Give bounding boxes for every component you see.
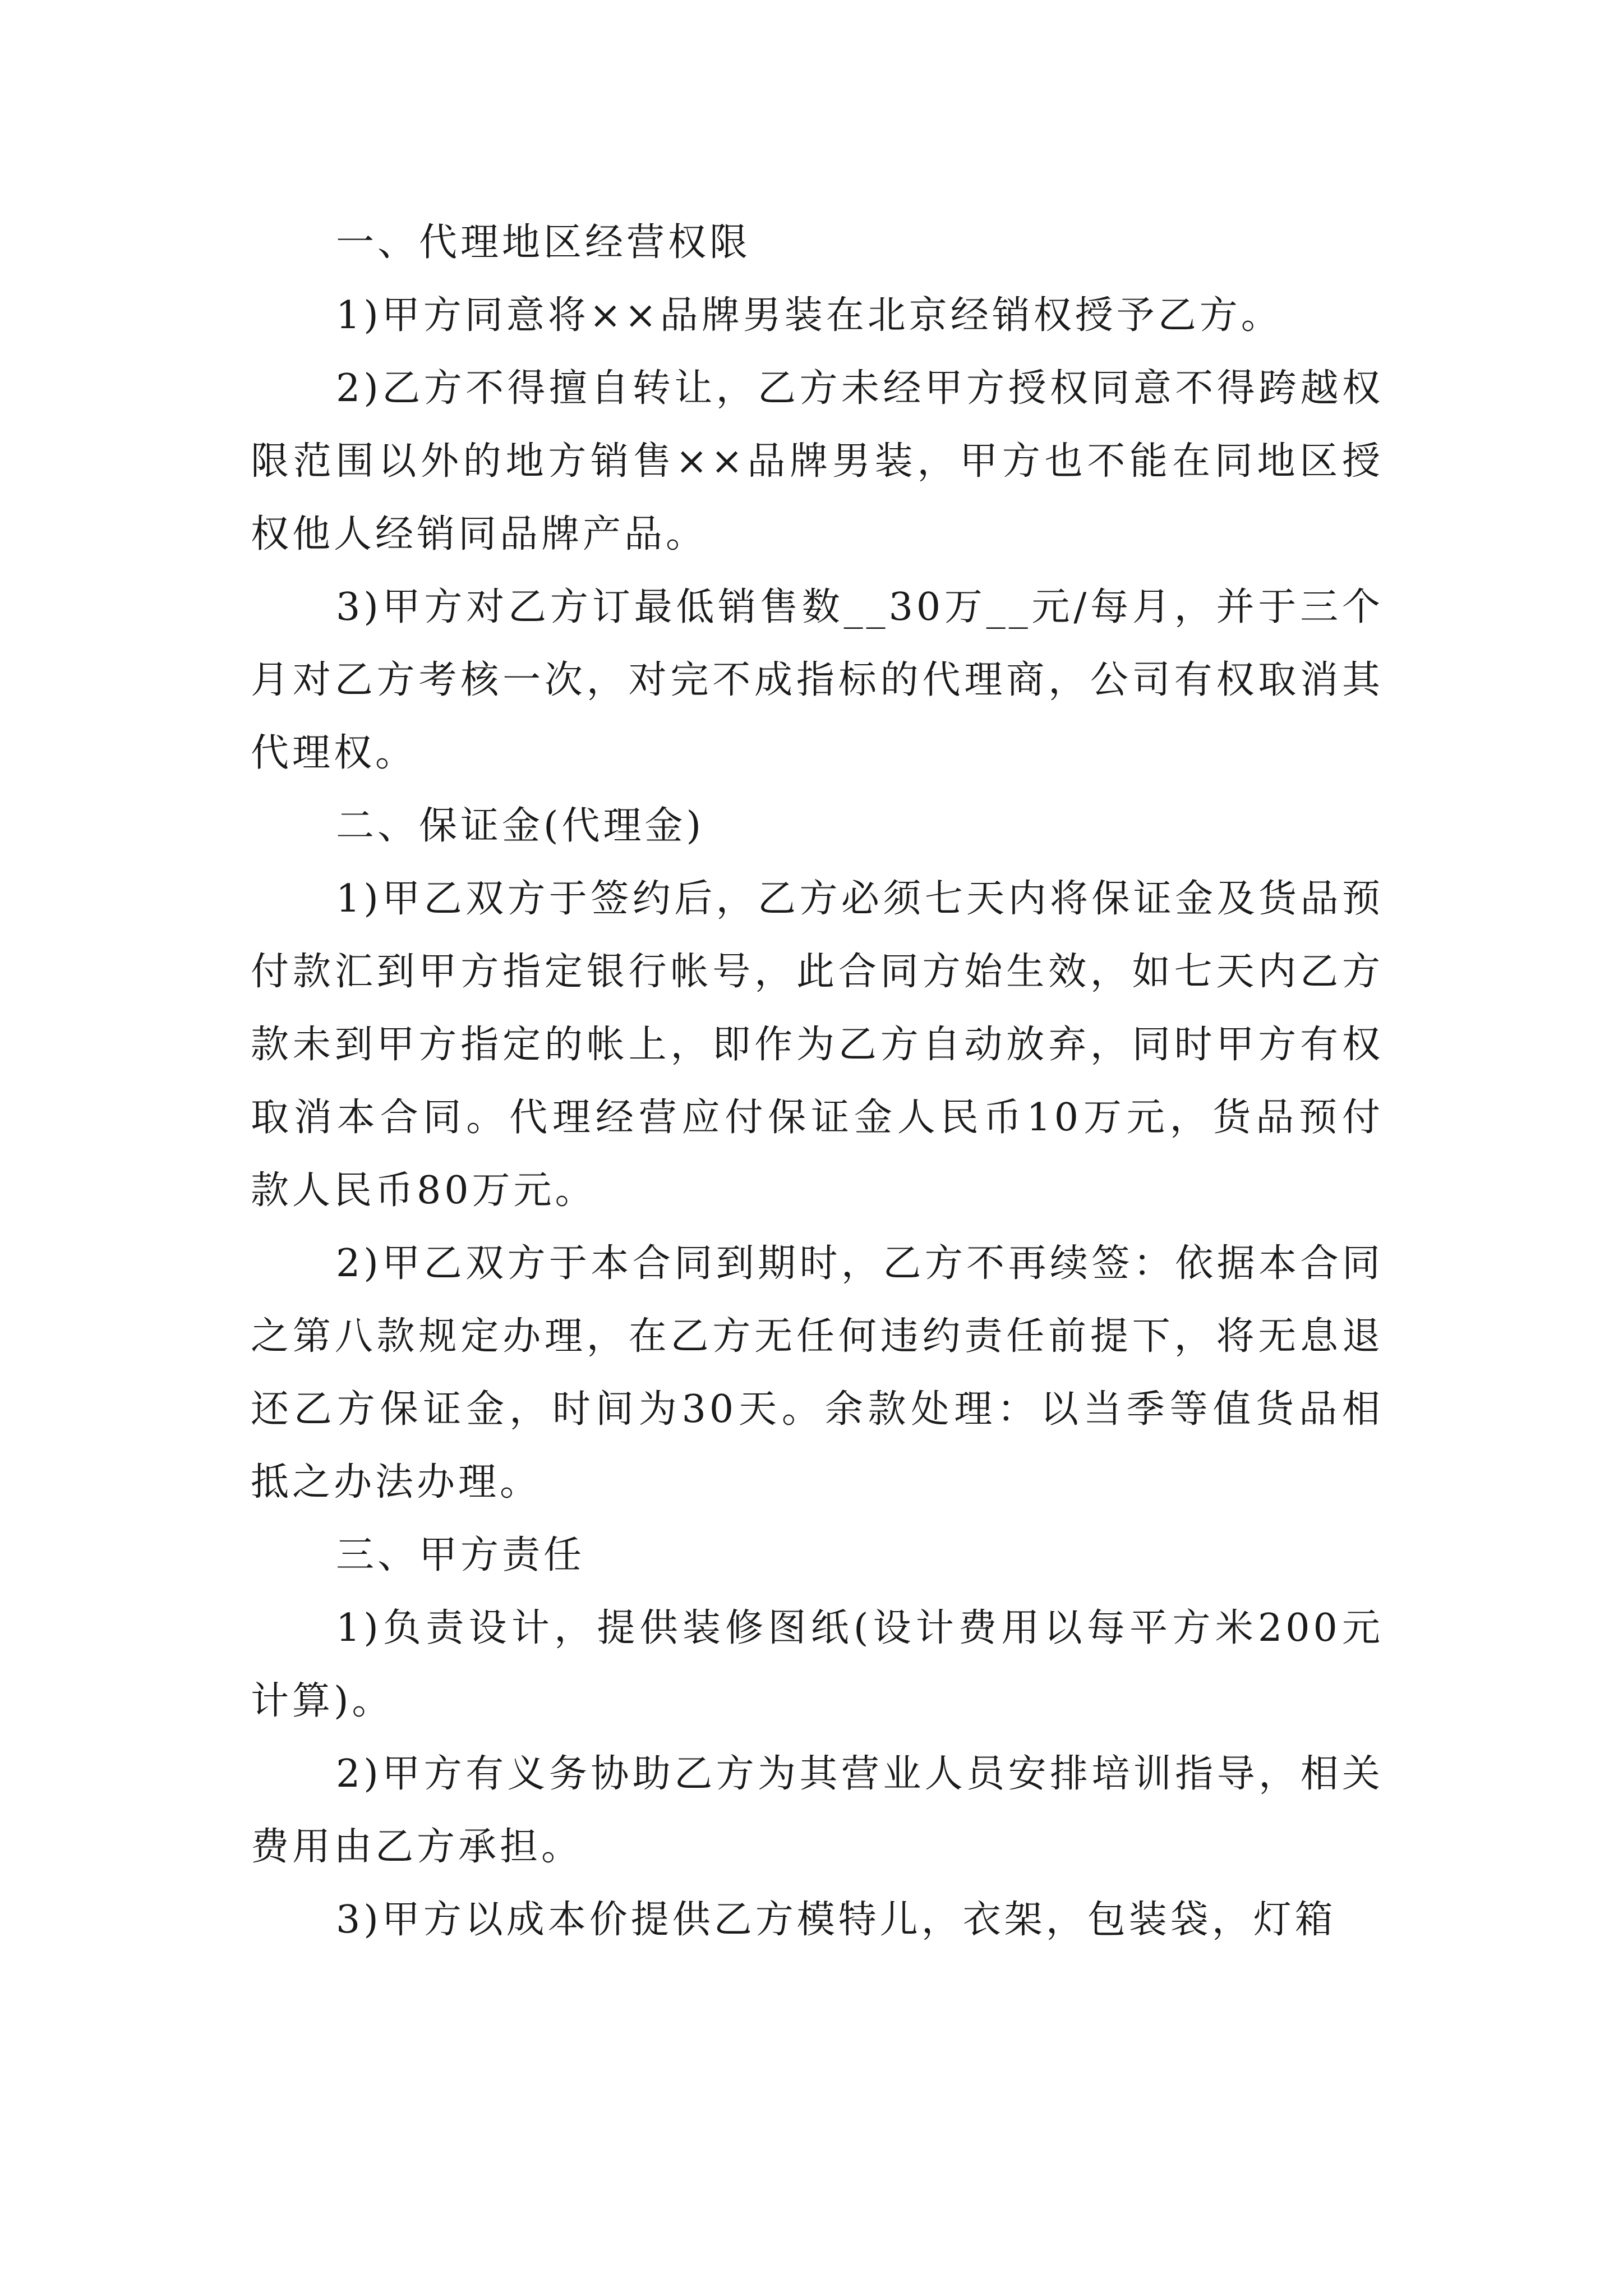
paragraph: 2)甲乙双方于本合同到期时，乙方不再续签：依据本合同之第八款规定办理，在乙方无任何违约责任前提下，将无息退还乙方保证金，时间为30天。余款处理：以当季等值货品相抵之办法办理。 [251,1241,1384,1504]
paragraph: 1)负责设计，提供装修图纸(设计费用以每平方米200元计算)。 [251,1606,1384,1723]
document-body [251,206,1384,1957]
paragraph: 1)甲乙双方于签约后，乙方必须七天内将保证金及货品预付款汇到甲方指定银行帐号，此合同方始生效，如七天内乙方款未到甲方指定的帐上，即作为乙方自动放弃，同时甲方有权取消本合同。代理经营应付保证金人民币10万元，货品预付款人民币80万元。 [251,877,1384,1213]
section-heading-1: 一、代理地区经营权限 [336,220,751,265]
section-heading-3: 三、甲方责任 [336,1533,585,1577]
paragraph: 3)甲方以成本价提供乙方模特儿，衣架，包装袋，灯箱 [336,1898,1336,1942]
paragraph: 1)甲方同意将××品牌男装在北京经销权授予乙方。 [336,293,1283,338]
section-heading-2: 二、保证金(代理金) [336,804,705,848]
paragraph: 2)乙方不得擅自转让，乙方未经甲方授权同意不得跨越权限范围以外的地方销售××品牌男装，甲方也不能在同地区授权他人经销同品牌产品。 [251,366,1384,556]
paragraph: 2)甲方有义务协助乙方为其营业人员安排培训指导，相关费用由乙方承担。 [251,1752,1384,1869]
paragraph: 3)甲方对乙方订最低销售数__30万__元/每月，并于三个月对乙方考核一次，对完不成指标的代理商，公司有权取消其代理权。 [251,585,1384,775]
